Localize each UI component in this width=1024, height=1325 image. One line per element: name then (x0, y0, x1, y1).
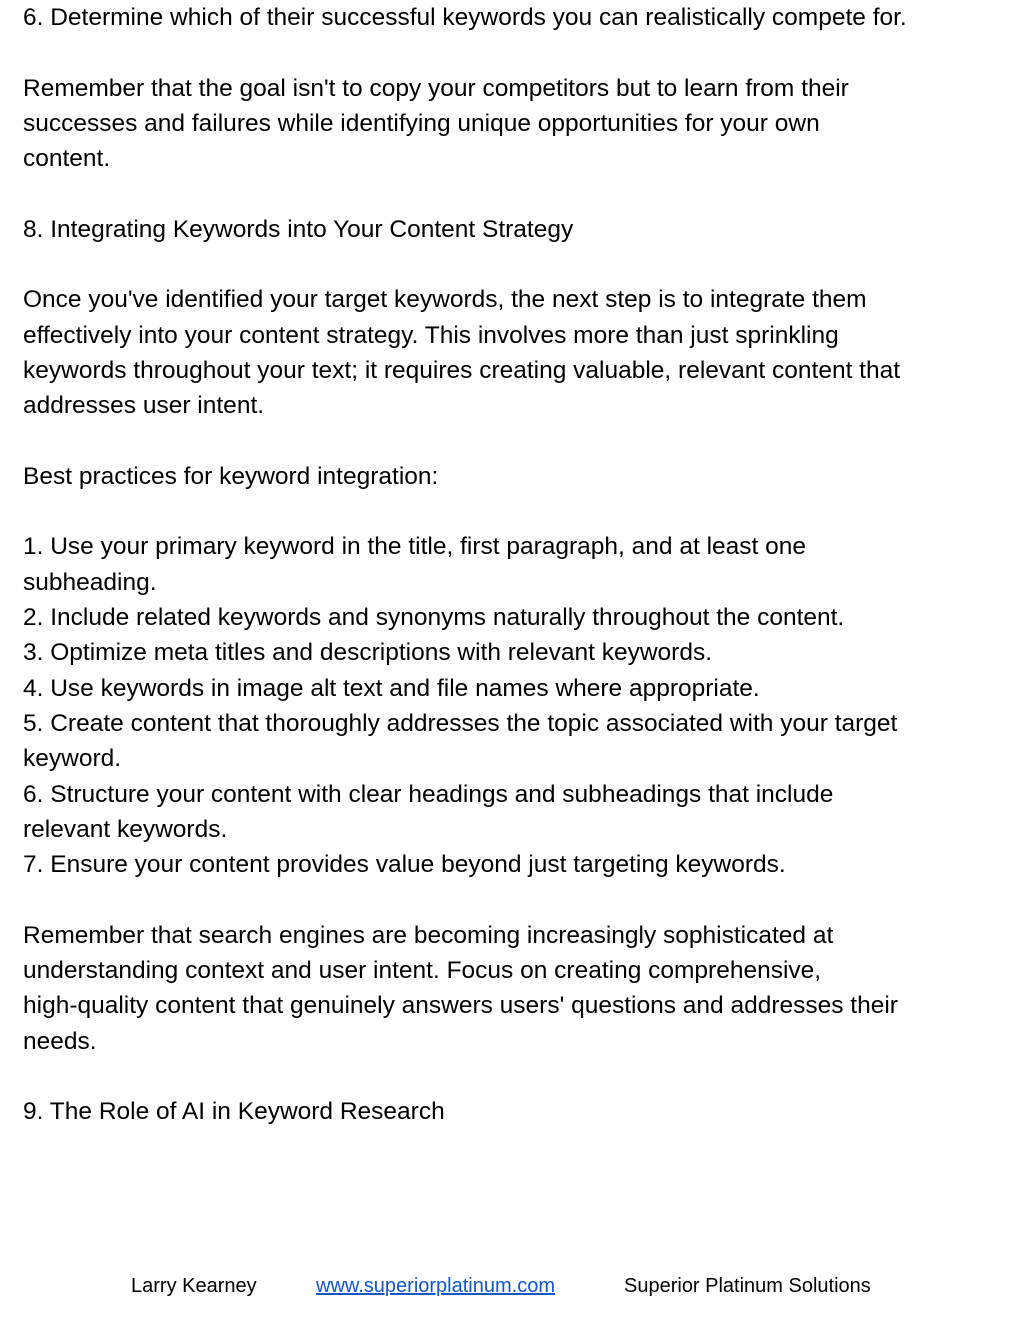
text-line: 1. Use your primary keyword in the title, first paragraph, and at least one (23, 533, 807, 561)
blank-line (23, 247, 1003, 282)
text-line: effectively into your content strategy. This involves more than just sprinkling (23, 321, 839, 349)
text-line: 7. Ensure your content provides value beyond just targeting keywords. (23, 851, 786, 879)
text-line: successes and failures while identifying unique opportunities for your own (23, 109, 820, 137)
text-line: Remember that the goal isn't to copy your competitors but to learn from their (23, 74, 849, 102)
footer-author: Larry Kearney (131, 1275, 257, 1297)
text-line: 2. Include related keywords and synonyms naturally throughout the content. (23, 604, 845, 632)
text-line: Best practices for keyword integration: (23, 462, 439, 490)
text-line: needs. (23, 1027, 97, 1055)
footer-company: Superior Platinum Solutions (624, 1275, 871, 1297)
text-line: subheading. (23, 568, 157, 596)
text-line: keyword. (23, 745, 122, 773)
text-line: understanding context and user intent. Focus on creating comprehensive, (23, 957, 822, 985)
blank-line (23, 1059, 1003, 1094)
text-line: high-quality content that genuinely answers users' questions and addresses their (23, 992, 898, 1020)
text-line: 6. Structure your content with clear headings and subheadings that include (23, 780, 834, 808)
text-line: 6. Determine which of their successful keywords you can realistically compete for. (23, 4, 907, 31)
footer-website-link[interactable]: www.superiorplatinum.com (316, 1275, 555, 1297)
blank-line (23, 494, 1003, 529)
blank-line (23, 882, 1003, 917)
text-line: keywords throughout your text; it requires creating valuable, relevant content that (23, 356, 901, 384)
text-line: content. (23, 145, 111, 173)
text-line: Once you've identified your target keywords, the next step is to integrate them (23, 286, 867, 314)
text-line: 5. Create content that thoroughly addresses the topic associated with your target (23, 709, 898, 737)
document-body (23, 0, 1003, 1130)
page-footer (0, 1272, 1024, 1300)
text-line: 8. Integrating Keywords into Your Content Strategy (23, 215, 574, 243)
text-line: 4. Use keywords in image alt text and file names where appropriate. (23, 674, 760, 702)
text-line: relevant keywords. (23, 815, 228, 843)
text-line: 9. The Role of AI in Keyword Research (23, 1098, 445, 1126)
blank-line (23, 424, 1003, 459)
blank-line (23, 35, 1003, 70)
blank-line (23, 176, 1003, 211)
text-line: addresses user intent. (23, 392, 265, 420)
text-line: 3. Optimize meta titles and descriptions with relevant keywords. (23, 639, 713, 667)
text-line: Remember that search engines are becoming increasingly sophisticated at (23, 921, 834, 949)
